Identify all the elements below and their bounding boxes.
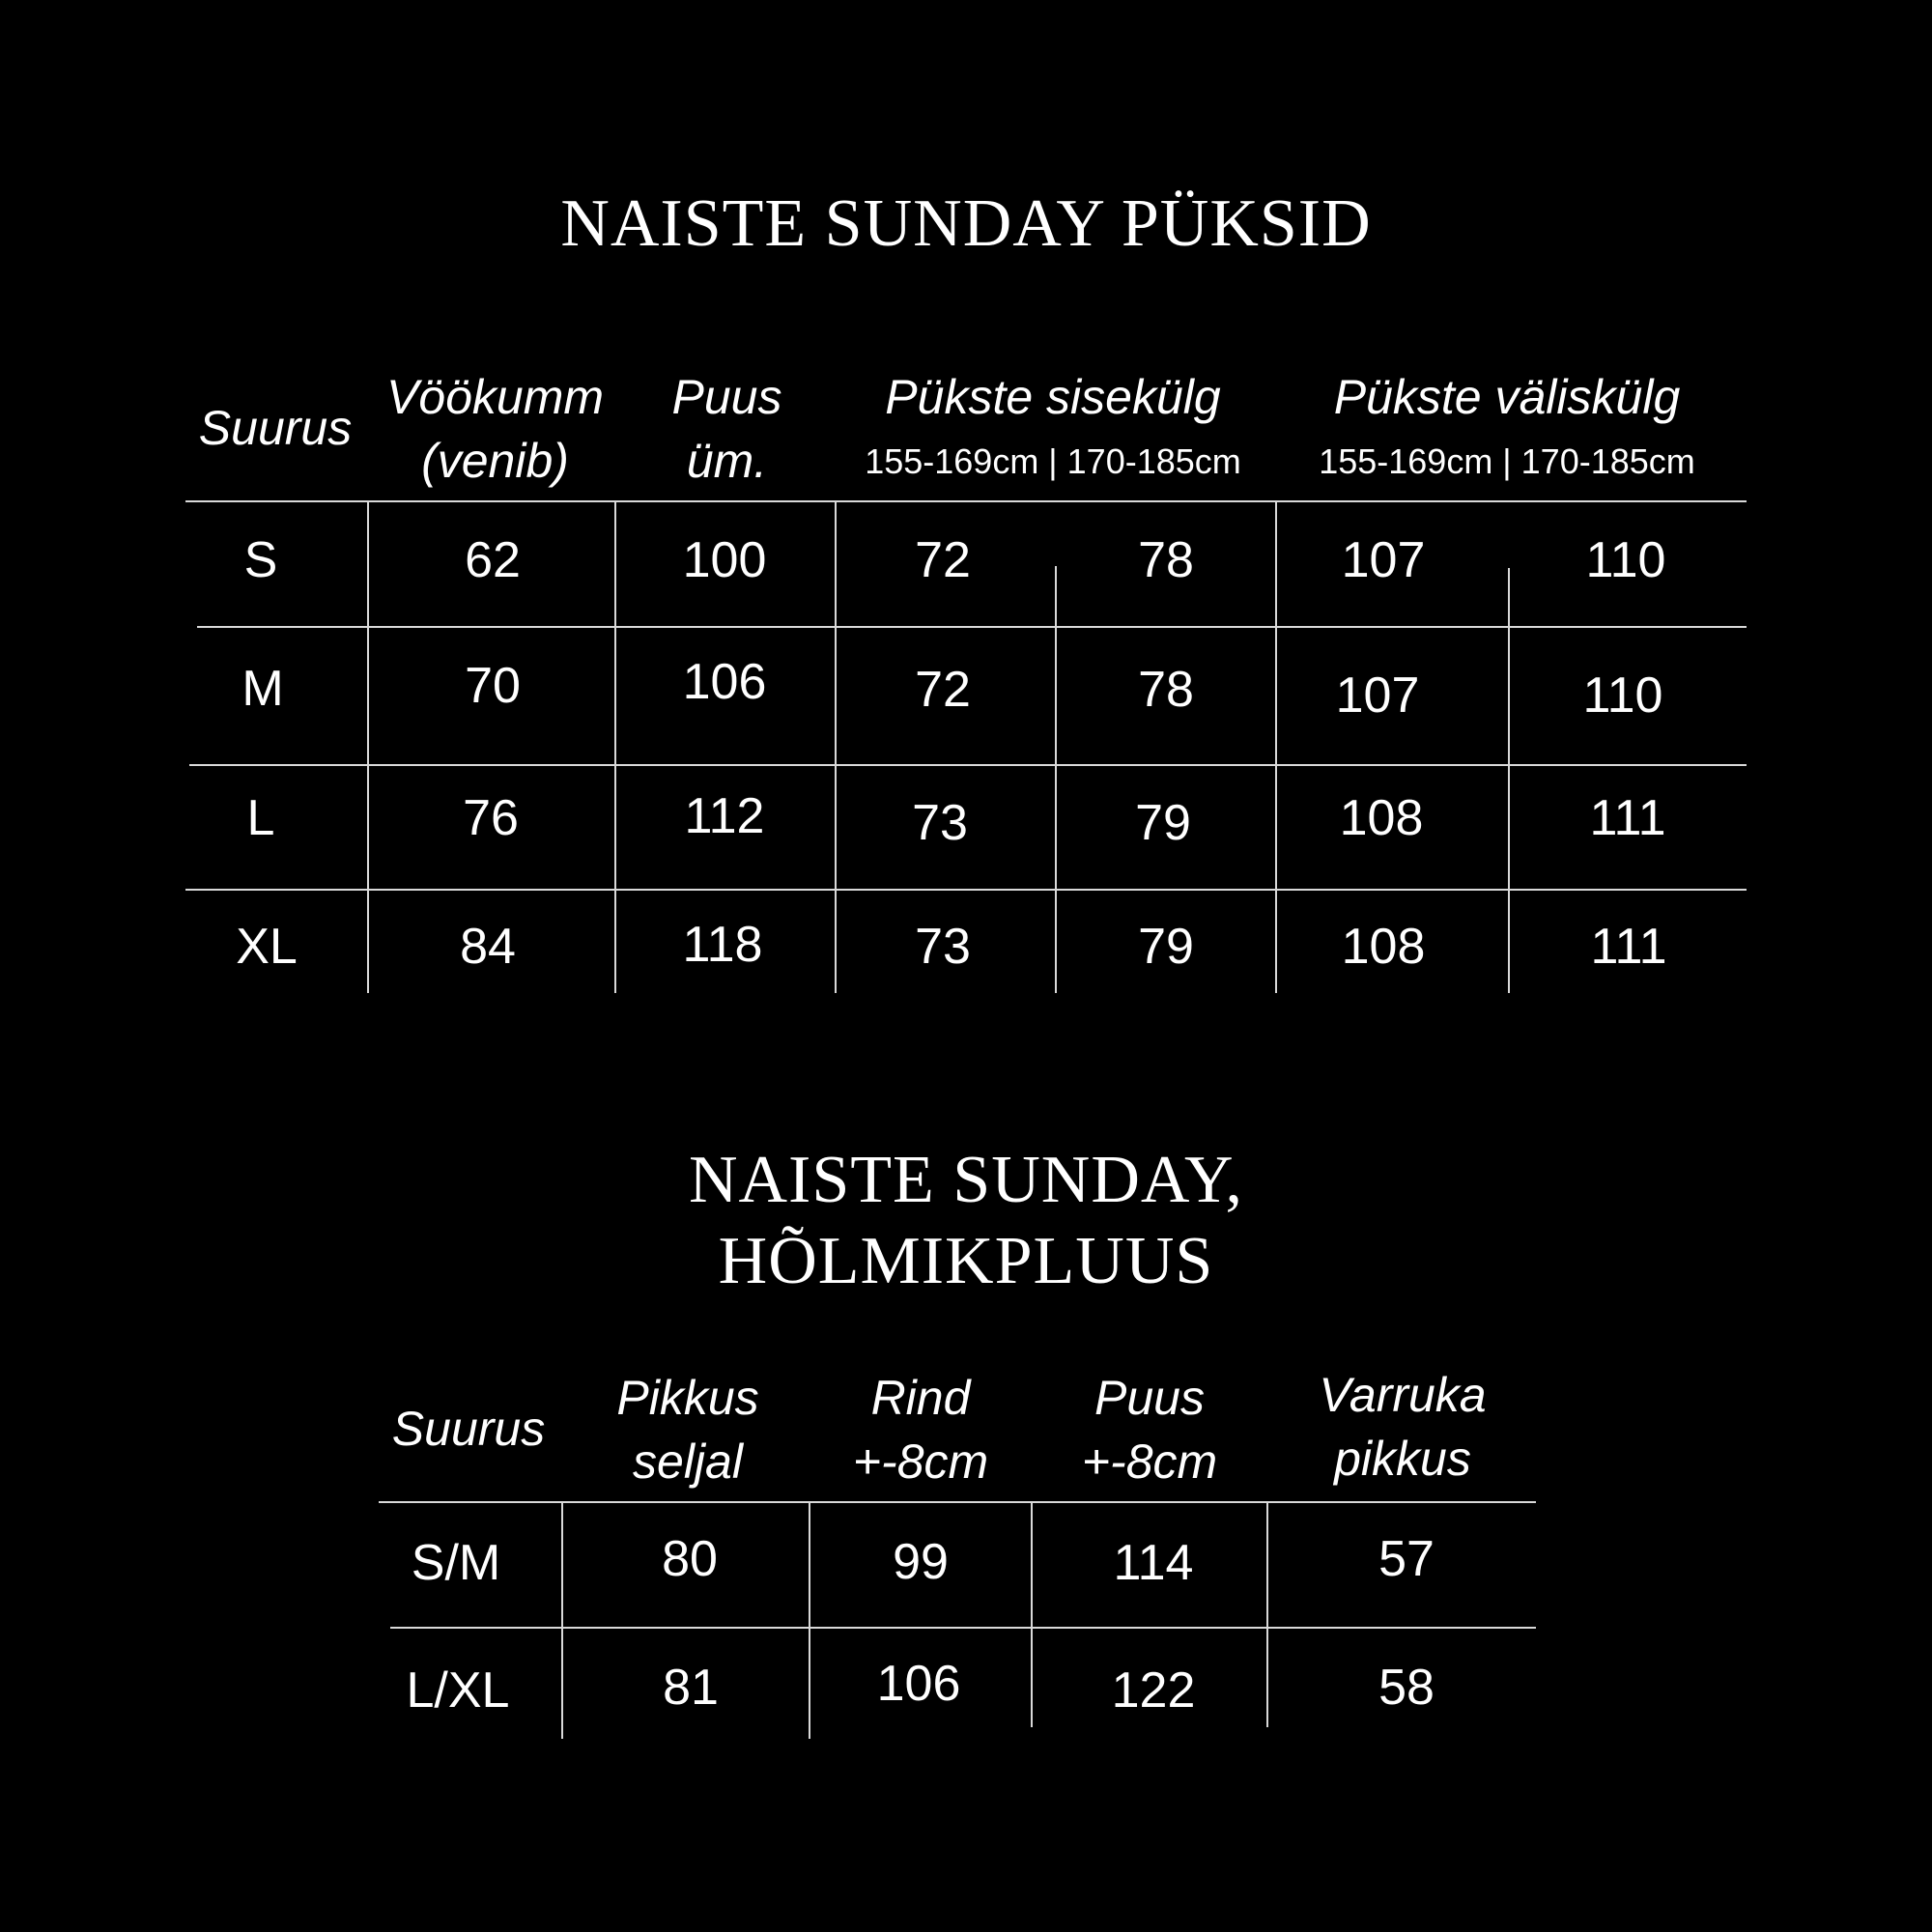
pants-header-waistband-line1: Vöökumm: [385, 370, 605, 424]
blouse-title-line2: HÕLMIKPLUUS: [718, 1224, 1214, 1298]
pants-inseam-short-cell: 73: [912, 795, 968, 851]
pants-size-cell: L: [246, 790, 275, 846]
pants-outseam-short-cell: 108: [1339, 790, 1424, 846]
pants-inseam-short-cell: 73: [915, 919, 971, 975]
blouse-header-length-line2: seljal: [633, 1435, 743, 1489]
blouse-header-chest-line1: Rind: [870, 1371, 971, 1425]
pants-inseam-tall-cell: 79: [1138, 919, 1194, 975]
blouse-hip-cell: 122: [1111, 1662, 1196, 1719]
blouse-sleeve-cell: 58: [1378, 1660, 1435, 1716]
pants-waist-cell: 62: [465, 532, 521, 588]
pants-hip-cell: 106: [682, 654, 767, 710]
pants-header-hip-line2: üm.: [686, 434, 768, 488]
blouse-title-line1: NAISTE SUNDAY,: [688, 1143, 1244, 1217]
pants-row-divider: [197, 626, 1747, 628]
pants-inseam-tall-cell: 79: [1135, 795, 1191, 851]
blouse-title: [0, 1140, 1932, 1302]
pants-hip-cell: 100: [682, 532, 767, 588]
pants-header-inseam: Pükste sisekülg: [885, 370, 1221, 424]
blouse-header-sleeve-line1: Varruka: [1319, 1368, 1487, 1422]
pants-title: NAISTE SUNDAY PÜKSID: [560, 186, 1372, 261]
blouse-size-cell: L/XL: [406, 1662, 510, 1719]
blouse-header-hip: [1034, 1366, 1265, 1493]
pants-hip-cell: 112: [684, 788, 765, 844]
blouse-column-divider: [1266, 1503, 1268, 1727]
blouse-length-cell: 80: [662, 1531, 718, 1587]
pants-column-divider: [614, 502, 616, 993]
blouse-header-divider: [379, 1501, 1536, 1503]
pants-inseam-short-cell: 72: [915, 662, 971, 718]
pants-header-hip-line1: Puus: [671, 370, 782, 424]
pants-outseam-tall-cell: 110: [1582, 668, 1663, 724]
pants-column-divider: [1275, 502, 1277, 993]
blouse-header-hip-line2: +-8cm: [1081, 1435, 1218, 1489]
pants-inseam-tall-cell: 78: [1138, 532, 1194, 588]
pants-waist-cell: 70: [465, 658, 521, 714]
blouse-header-hip-line1: Puus: [1094, 1371, 1205, 1425]
pants-inseam-tall-cell: 78: [1138, 662, 1194, 718]
pants-row-divider: [189, 764, 1747, 766]
blouse-column-divider: [1031, 1503, 1033, 1727]
blouse-chest-cell: 99: [893, 1534, 949, 1590]
pants-waist-cell: 84: [460, 919, 516, 975]
pants-outseam-tall-cell: 111: [1590, 919, 1667, 975]
blouse-hip-cell: 114: [1113, 1535, 1194, 1591]
blouse-chest-cell: 106: [876, 1656, 961, 1712]
pants-header-outseam: Pükste väliskülg: [1333, 370, 1681, 424]
blouse-header-length: [562, 1366, 813, 1493]
pants-outseam-short-cell: 108: [1341, 919, 1426, 975]
pants-header-size: Suurus: [198, 401, 353, 455]
blouse-sleeve-cell: 57: [1378, 1531, 1435, 1587]
blouse-column-divider: [809, 1503, 810, 1739]
pants-outseam-short-cell: 107: [1335, 668, 1420, 724]
pants-row-divider: [185, 889, 1747, 891]
blouse-header-sleeve: [1267, 1363, 1538, 1491]
blouse-header-size: Suurus: [391, 1402, 546, 1456]
blouse-column-divider: [561, 1503, 563, 1739]
pants-header-waistband-line2: (venib): [421, 434, 569, 488]
pants-outseam-tall-cell: 110: [1585, 532, 1666, 588]
blouse-header-sleeve-line2: pikkus: [1334, 1432, 1471, 1486]
blouse-header-chest: [810, 1366, 1032, 1493]
blouse-header-length-line1: Pikkus: [616, 1371, 759, 1425]
pants-header-waistband: [367, 365, 623, 493]
pants-column-divider: [367, 502, 369, 993]
pants-size-cell: M: [242, 661, 284, 717]
pants-column-divider: [1055, 566, 1057, 993]
blouse-length-cell: 81: [663, 1660, 719, 1716]
pants-header-inseam-heights: 155-169cm | 170-185cm: [865, 441, 1241, 481]
pants-column-divider: [835, 502, 837, 993]
pants-outseam-tall-cell: 111: [1589, 790, 1666, 846]
pants-hip-cell: 118: [682, 917, 763, 973]
pants-header-hip: [618, 365, 836, 493]
pants-size-cell: S: [243, 532, 278, 588]
pants-waist-cell: 76: [463, 790, 519, 846]
blouse-header-chest-line2: +-8cm: [852, 1435, 989, 1489]
pants-inseam-short-cell: 72: [915, 532, 971, 588]
pants-column-divider: [1508, 568, 1510, 993]
pants-size-cell: XL: [236, 919, 298, 975]
pants-header-outseam-heights: 155-169cm | 170-185cm: [1319, 441, 1695, 481]
pants-outseam-short-cell: 107: [1341, 532, 1426, 588]
blouse-size-cell: S/M: [411, 1535, 501, 1591]
pants-header-divider: [185, 500, 1747, 502]
